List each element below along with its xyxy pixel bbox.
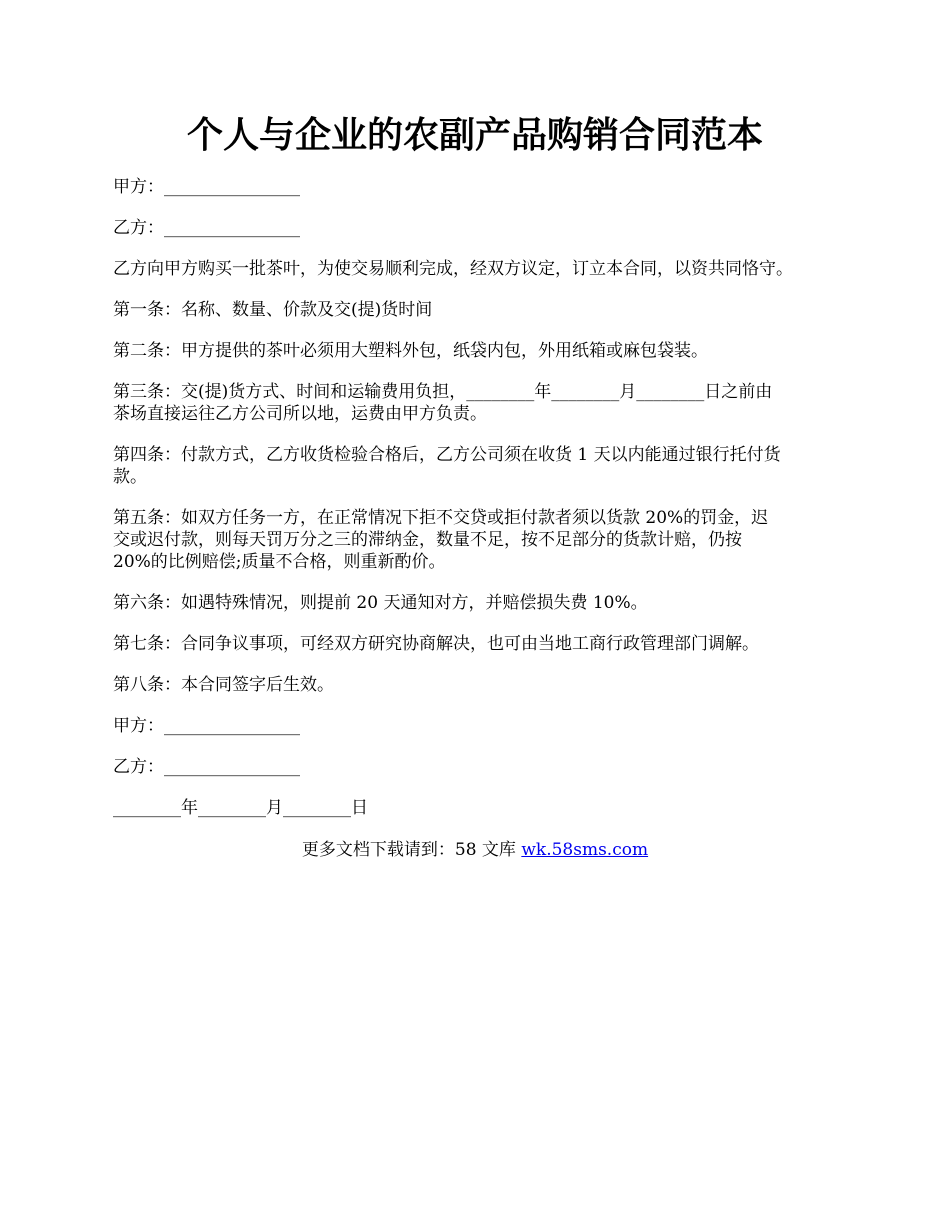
article-8: 第八条：本合同签字后生效。	[113, 675, 334, 695]
footer-text: 更多文档下载请到：58 文库	[301, 840, 522, 860]
document-body	[113, 176, 858, 838]
party-b-line: 乙方：________________	[113, 218, 300, 238]
preamble: 乙方向甲方购买一批茶叶，为使交易顺利完成，经双方议定，订立本合同，以资共同恪守。	[113, 259, 793, 279]
signature-party-a: 甲方：________________	[113, 716, 300, 736]
footer	[0, 838, 950, 862]
signature-date: ________年________月________日	[113, 798, 368, 818]
article-4: 第四条：付款方式，乙方收货检验合格后，乙方公司须在收货 1 天以内能通过银行托付货 款。	[113, 445, 781, 487]
footer-link[interactable]: wk.58sms.com	[521, 840, 649, 860]
article-1: 第一条：名称、数量、价款及交(提)货时间	[113, 300, 433, 320]
article-7: 第七条：合同争议事项，可经双方研究协商解决，也可由当地工商行政管理部门调解。	[113, 634, 759, 654]
article-3: 第三条：交(提)货方式、时间和运输费用负担，________年________月________日之前由 茶场直接运往乙方公司所以地，运费由甲方负责。	[113, 382, 773, 424]
article-6: 第六条：如遇特殊情况，则提前 20 天通知对方，并赔偿损失费 10%。	[113, 593, 648, 613]
article-5: 第五条：如双方任务一方，在正常情况下拒不交贷或拒付款者须以货款 20%的罚金，迟 交或迟付款，则每天罚万分之三的滞纳金，数量不足，按不足部分的货款计赔，仍按 20%的比例赔偿;质量不合格，则重新酌价。	[113, 508, 769, 572]
party-a-line: 甲方：________________	[113, 177, 300, 197]
document-title: 个人与企业的农副产品购销合同范本	[186, 114, 763, 156]
article-2: 第二条：甲方提供的茶叶必须用大塑料外包，纸袋内包，外用纸箱或麻包袋装。	[113, 341, 708, 361]
signature-party-b: 乙方：________________	[113, 757, 300, 777]
